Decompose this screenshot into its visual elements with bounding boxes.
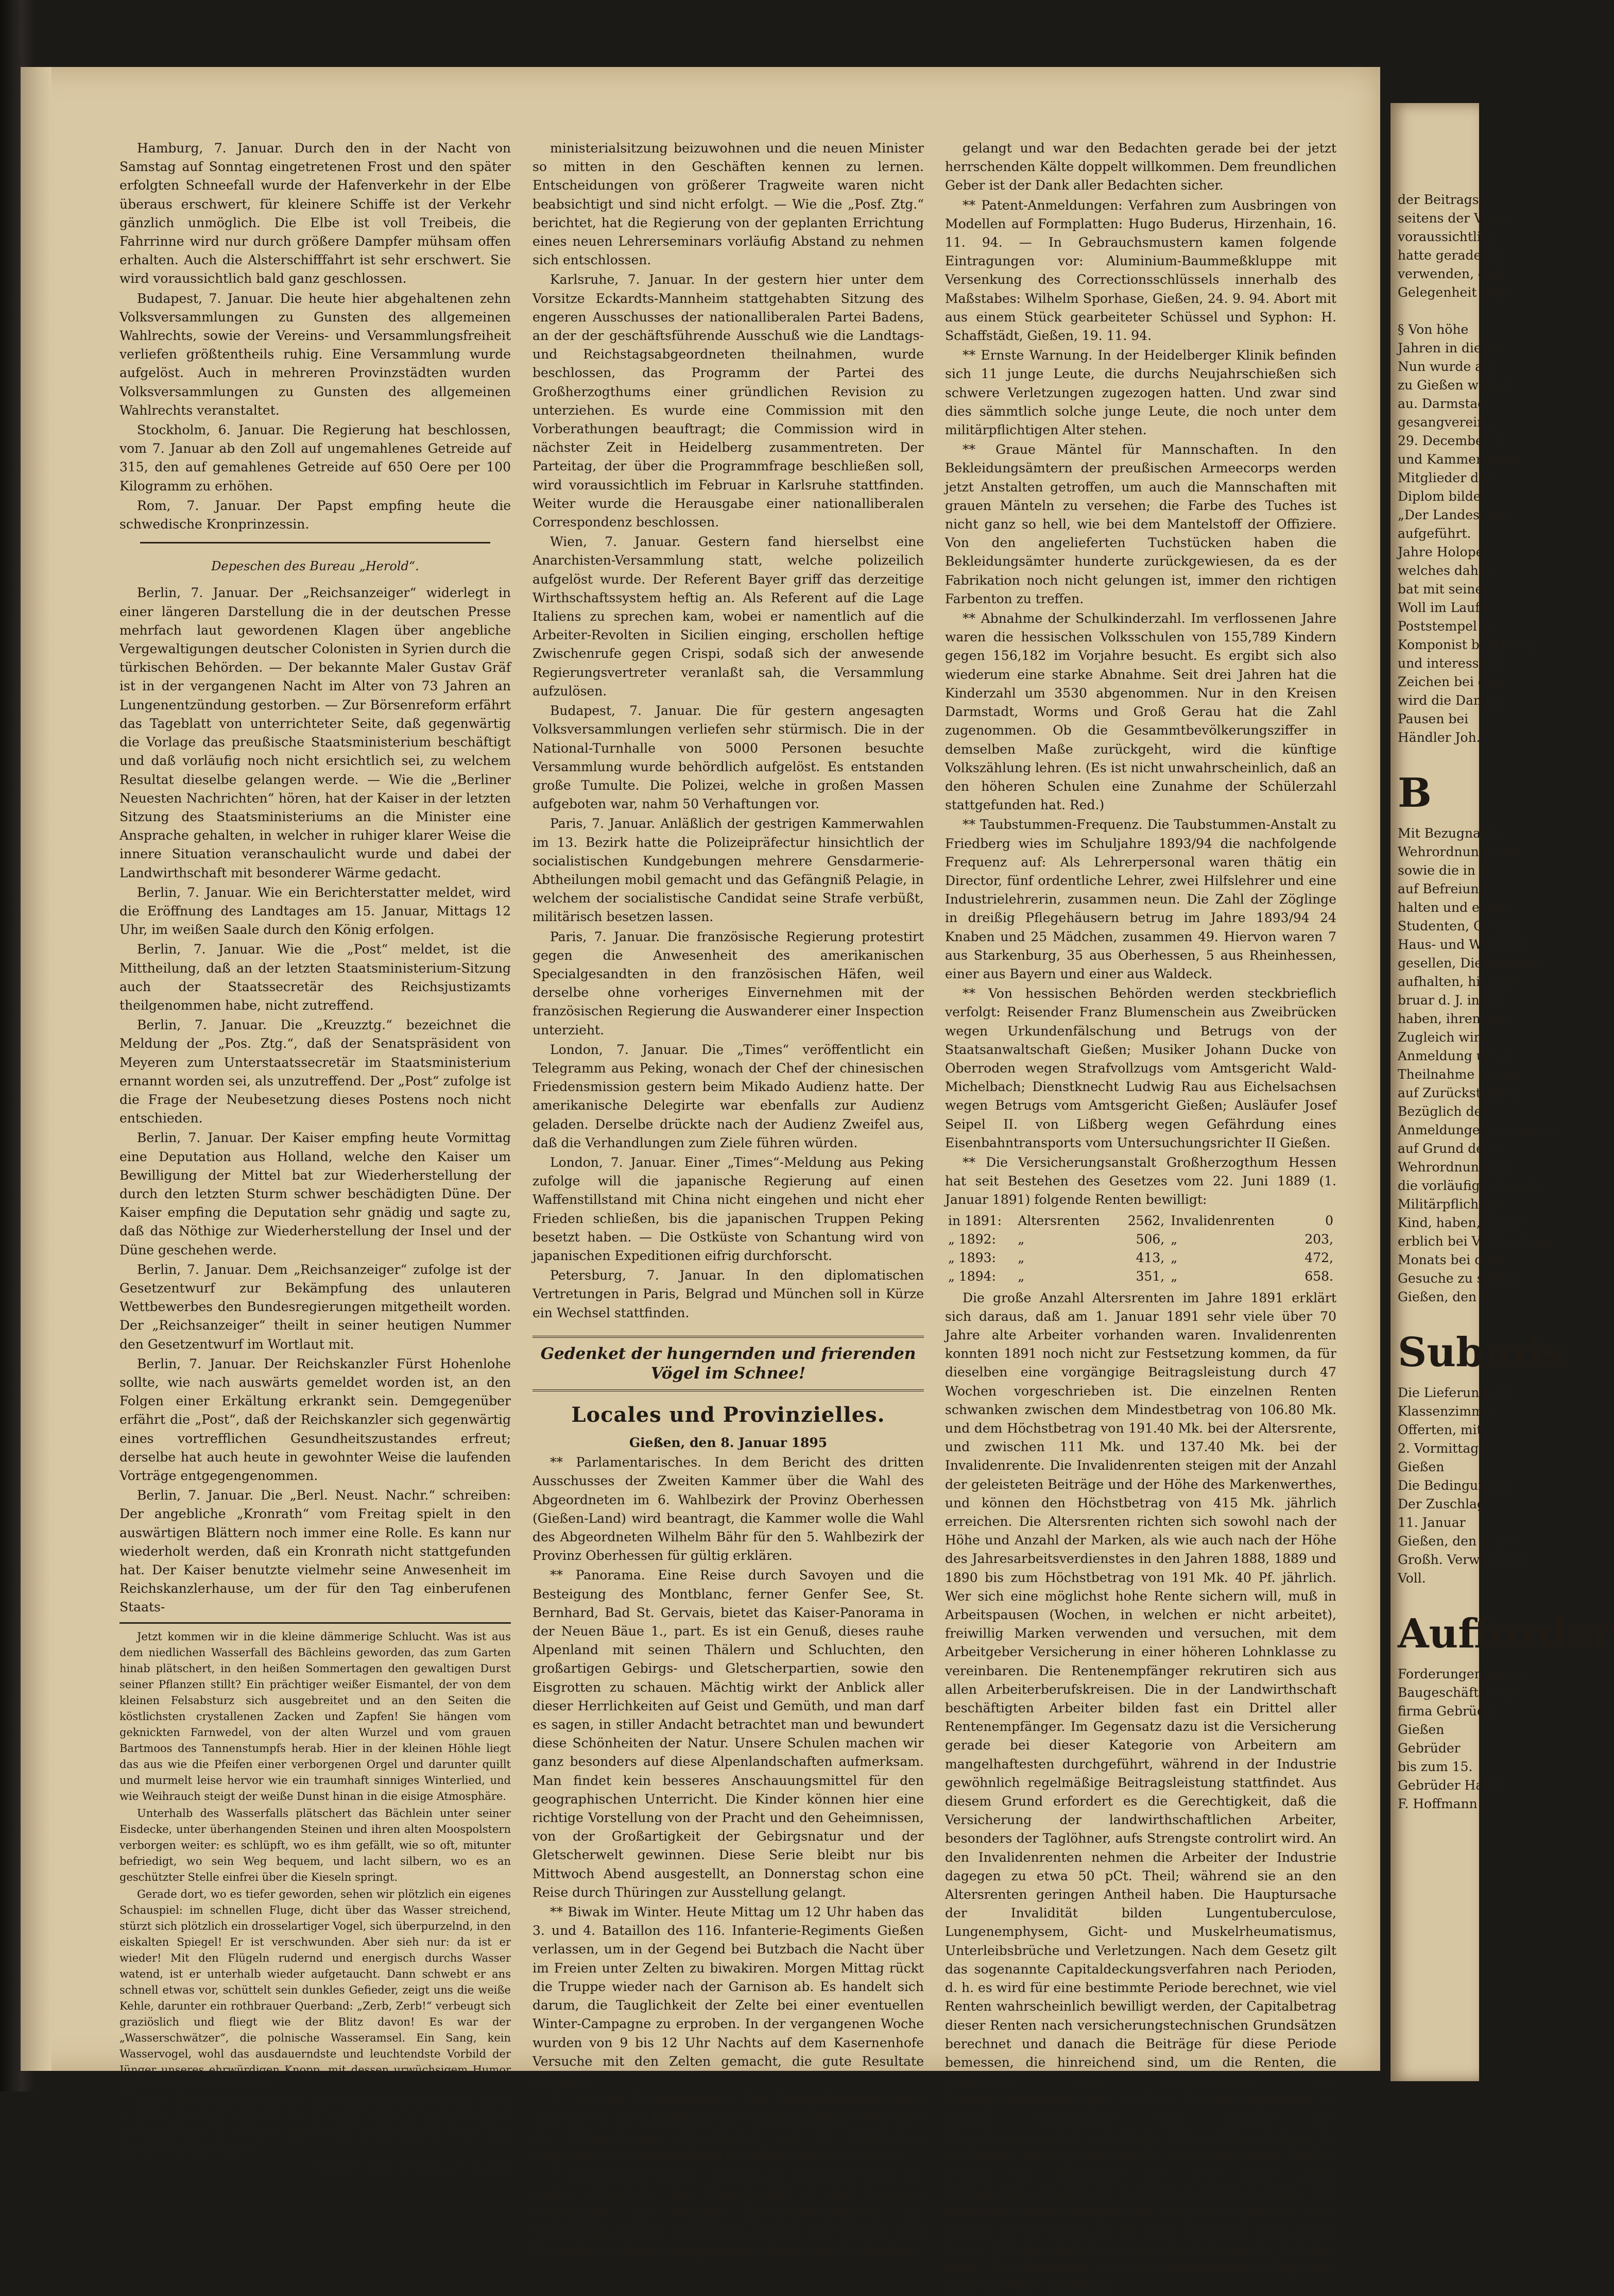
table-cell: „ (1018, 1250, 1025, 1265)
adjacent-page-line: gesangverein „ (1398, 415, 1497, 430)
adjacent-page-line: Haus- und Wirthsch (1398, 937, 1528, 952)
article-paragraph: ** Abnahme der Schulkinderzahl. Im verflossenen Jahre waren die hessischen Volksschulen von 155,789 Kindern gegen 156,182 im Vorjahre besucht. Es ergibt sich also wiederum eine starke Abnahme. Seit drei Jahren hat die Kinderzahl um 3530 abgenommen. Nur in den Kreisen Darmstadt, Worms und Groß Gerau hat die Zahl zugenommen. Ob die Gesammtbevölkerungsziffer in demselben Maße zurückgeht, wird die künftige Volkszählung lehren. (Es ist nicht unwahrscheinlich, daß an den höheren Schulen eine Zunahme der Schülerzahl stattgefunden hat. Red.) (945, 611, 1336, 813)
adjacent-page-line: wird die Damen (1398, 693, 1502, 708)
table-row (945, 1212, 1336, 1230)
adjacent-page-line: Poststempel zu (1398, 619, 1497, 634)
table-cell: „ 1894: (948, 1268, 996, 1284)
article-paragraph: ** Ernste Warnung. In der Heidelberger Klinik befinden sich 11 junge Leute, die durchs Neujahrschießen sich schwere Verletzungen zugezogen hatten. Und zwar sind dies sämmtlich solche junge Leute, die noch unter dem militärpflichtigen Alter stehen. (945, 348, 1336, 438)
adjacent-page-line: Gesuche zu stellen. (1398, 1271, 1525, 1286)
adjacent-page-line: Mit Bezugnahme (1398, 826, 1509, 841)
table-cell: in 1891: (948, 1213, 1002, 1228)
table-row (945, 1230, 1336, 1249)
adjacent-page-heading: B (1398, 770, 1432, 817)
article-paragraph: Budapest, 7. Januar. Die für gestern angesagten Volksversammlungen verliefen sehr stürmisch. Die in der National-Turnhalle von 5000 Personen besuchte Versammlung wurde behördlich aufgelöst. Es entstanden große Tumulte. Die Polizei, welche in großen Massen aufgeboten war, nahm 50 Verhaftungen vor. (533, 703, 924, 812)
dateline: Gießen, den 8. Januar 1895 (629, 1435, 828, 1450)
feuilleton-paragraph: Jetzt kommen wir in die kleine dämmerige Schlucht. Was ist aus dem niedlichen Wasserfall des Bächleins geworden, das zum Garten hinab plätschert, in den heißen Sommertagen den gewaltigen Durst seiner Pflanzen stillt? Ein prächtiger weißer Eismantel, der von dem kleinen Felsabsturz sich ausgebreitet und an den Seiten die köstlichsten crystallenen Zacken und Zapfen! Sie hängen vom geknickten Farnwedel, von der alten Wurzel und vom grauen Bartmoos des Tannenstumpfs herab. Hier in der kleinen Höhle liegt das aus wie die Pfeifen einer verborgenen Orgel und darunter quillt und murmelt leise hervor wie ein traumhaft sinniges Winterlied, und wie Weihrauch steigt der weiße Dunst hinan in die eisige Atmosphäre. (119, 1630, 511, 1802)
adjacent-page-line: auf Befreiung (1398, 881, 1487, 896)
adjacent-page-line: halten und entwe (1398, 900, 1512, 915)
article-paragraph: London, 7. Januar. Einer „Times“-Meldung aus Peking zufolge will die japanische Regierung auf einen Waffenstillstand mit China nicht eingehen und nicht eher Frieden schließen, bis die japanischen Truppen Peking besetzt haben. — Die Ostküste von Schantung wird von japanischen Expeditionen eifrig durchforscht. (533, 1154, 924, 1263)
adjacent-page-strip (1390, 103, 1614, 2081)
adjacent-page-line: Gelegenheit gebe (1398, 285, 1513, 300)
adjacent-page-line: und Kammermusik (1398, 452, 1521, 467)
article-paragraph: ** Panorama. Eine Reise durch Savoyen und die Besteigung des Montblanc, ferner Genfer See, St. Bernhard, Bad St. Gervais, bietet das Kaiser-Panorama in der Neuen Bäue 1., part. Es ist ein Genuß, dieses rauhe Alpenland mit seinen Thälern und Schluchten, den großartigen Gebirgs- und Gletscherpartien, sowie den Eisgrotten zu schauen. Mächtig wirkt der Anblick aller dieser Herrlichkeiten auf Geist und Gemüth, und man darf es sagen, in stiller Andacht betrachtet man und bewundert diese Schönheiten der Natur. Unsere Schulen machen wir ganz besonders auf diese Alpenlandschaften aufmerksam. Man findet kein besseres Anschauungsmittel für den geographischen Unterricht. Die Kinder können hier eine richtige Vorstellung von der Pracht und den Geheimnissen, von der Großartigkeit der Gebirgsnatur und der Gletscherwelt gewinnen. Diese Serie bleibt nur bis Mittwoch Abend ausgestellt, an Donnerstag schon eine Reise durch Thüringen zur Ausstellung gelangt. (533, 1568, 924, 1900)
adjacent-page-line: Klassenzimmer (1398, 1404, 1498, 1419)
article-paragraph: ** Parlamentarisches. In dem Bericht des dritten Ausschusses der Zweiten Kammer über die Wahl des Abgeordneten im 6. Wahlbezirk der Provinz Oberhessen (Gießen-Land) wird beantragt, die Kammer wolle die Wahl des Abgeordneten Wilhelm Bähr für den 5. Wahlbezirk der Provinz Oberhessen für gültig erklären. (533, 1455, 924, 1563)
article-paragraph: Berlin, 7. Januar. Der Reichskanzler Fürst Hohenlohe sollte, wie nach auswärts gemeldet worden ist, an den Folgen einer Erkältung erkrankt sein. Demgegenüber erfährt die „Post“, daß der Reichskanzler sich gegenwärtig eines vortrefflichen Gesundheitszustandes erfreut; derselbe hat auch heute in gewohnter Weise die laufenden Vorträge entgegengenommen. (119, 1356, 511, 1484)
table-row (945, 1249, 1336, 1267)
adjacent-page-line: die vorläufige Gesuch (1398, 1178, 1540, 1193)
article-paragraph: ** Zeitgemäße Spende. Seitens des Herrn Directors der Grube „Friedrich“ bei Trais-Horloff ist dem hiesigen Armenamte ein Waggon Braunkohlenbriketts zur Vertheilung an Arme überlassen worden. Die Gabe ist dem Wunsche des Gebers entsprechend bereits zur Vertheilung (533, 2167, 924, 2257)
adjacent-page-line: haben, ihren Loo (1398, 1011, 1509, 1026)
article-paragraph: ** Patent-Anmeldungen: Verfahren zum Ausbringen von Modellen auf Formplatten: Hugo Buderus, Hirzenhain, 16. 11. 94. — In Gebrauchsmustern kamen folgende Eintragungen vor: Aluminium-Baummeßkluppe mit Versenkung des Correctionsschlüssels innerhalb des Maßstabes: Wilhelm Sporhase, Gießen, 24. 9. 94. Abort mit aus einem Stück gearbeiteter Schüssel und Syphon: H. Schaffstädt, Gießen, 19. 11. 94. (945, 197, 1336, 344)
adjacent-page-line: Gießen, den 8. Jan (1398, 1534, 1518, 1549)
adjacent-page-line: Jahre Holoper, (1398, 545, 1492, 559)
adjacent-page-column (1390, 103, 1614, 1813)
article-paragraph: Stockholm, 6. Januar. Die Regierung hat beschlossen, vom 7. Januar ab den Zoll auf ungemahlenes Getreide auf 315, den auf gemahlenes Getreide auf 650 Oere per 100 Kilogramm zu erhöhen. (119, 422, 511, 494)
adjacent-page-line: Forderungen an die (1398, 1666, 1527, 1681)
adjacent-page-line: hatte gerade zu (1398, 248, 1501, 263)
adjacent-page-line: auf Grund des § (1398, 1141, 1501, 1156)
adjacent-page-line: Jahren in dieser (1398, 341, 1502, 355)
article-paragraph: ** Graue Mäntel für Mannschaften. In den Bekleidungsämtern der preußischen Armeecorps werden jetzt Anstalten getroffen, um auch die Mannschaften mit grauen Mänteln zu versehen; die Farbe des Tuches ist nicht ganz so hell, wie bei dem Mantelstoff der Offiziere. Von den angelieferten Tuchstücken haben die Bekleidungsämter hunderte zurückgewiesen, da es der Fabrikation noch nicht gelungen ist, immer den richtigen Farbenton zu treffen. (945, 442, 1336, 606)
adjacent-page-line: sowie die in fr (1398, 863, 1491, 878)
adjacent-page-line: „Der Landesrath (1398, 507, 1507, 522)
boxed-appeal: Gedenket der hungernden und frierenden Vögel im Schnee! (533, 1336, 924, 1391)
table-cell: „ 1892: (948, 1231, 996, 1247)
adjacent-page-line: der Beitrags- (1398, 192, 1484, 207)
adjacent-page-line: firma Gebrüder (1398, 1704, 1499, 1719)
adjacent-page-line: Offerten, mit (1398, 1422, 1482, 1437)
adjacent-page-line: bis zum 15. (1398, 1759, 1473, 1774)
adjacent-page-line: 2. Vormittags (1398, 1441, 1486, 1456)
column-3 (945, 139, 1336, 2294)
article-paragraph: Berlin, 7. Januar. Die „Berl. Neust. Nachr.“ schreiben: Der angebliche „Kronrath“ vom Freitag spielt in den auswärtigen Blättern noch immer eine Rolle. Es kann nur wiederholt werden, daß ein Kronrath nicht stattgefunden hat. Der Kaiser benutzte vielmehr seine Anwesenheit im Reichskanzlerhause, um der für den Tag einberufenen Staats- (119, 1488, 511, 1615)
adjacent-page-line: Gebrüder (1398, 1741, 1461, 1756)
adjacent-page-line: welches daher (1398, 563, 1492, 578)
adjacent-page-line: Gebrüder Haupt (1398, 1778, 1505, 1793)
article-paragraph: Berlin, 7. Januar. Dem „Reichsanzeiger“ zufolge ist der Gesetzentwurf zur Bekämpfung des unlauteren Wettbewerbes den Bundesregierungen mitgetheilt worden. Der „Reichsanzeiger“ theilt in seiner heutigen Nummer den Gesetzentwurf im Wortlaut mit. (119, 1262, 511, 1352)
adjacent-page-line: erblich bei Vermeidung (1398, 1234, 1551, 1249)
adjacent-page-line: Gießen (1398, 1722, 1445, 1737)
adjacent-page-line: aufhalten, hiermit (1398, 974, 1516, 989)
adjacent-page-line: zu Gießen wohnh. (1398, 378, 1516, 393)
adjacent-page-line: au. Darmstadt (1398, 396, 1491, 411)
article-paragraph: ministerialsitzung beizuwohnen und die neuen Minister so mitten in den Geschäften kennen zu lernen. Entscheidungen von größerer Tragweite waren nicht beabsichtigt und sind nicht erfolgt. — Wie die „Posf. Ztg.“ berichtet, hat die Regierung von der geplanten Errichtung eines neuen Lehrerseminars vorläufig Abstand zu nehmen sich entschlossen. (533, 141, 924, 268)
article-paragraph: Berlin, 7. Januar. Der Kaiser empfing heute Vormittag eine Deputation aus Holland, welche den Kaiser um Bewilligung der Mittel bat zur Wiederherstellung der durch den letzten Sturm schwer beschädigten Düne. Der Kaiser empfing die Deputation sehr gnädig und sagte zu, daß das Nöthige zur Wiederherstellung der Insel und der Düne geschehen werde. (119, 1130, 511, 1257)
article-paragraph: Rom, 7. Januar. Der Papst empfing heute die schwedische Kronprinzessin. (119, 498, 511, 532)
adjacent-page-line: Wehrordnung wird (1398, 844, 1521, 859)
table-cell: Altersrenten (1018, 1213, 1100, 1228)
table-cell: 506, (1136, 1231, 1165, 1247)
adjacent-page-line: Zeichen bei den (1398, 674, 1502, 689)
table-cell: „ (1171, 1231, 1178, 1247)
adjacent-page-line: Theilnahme an der (1398, 1067, 1521, 1082)
adjacent-page-line: Gießen, den 6. (1398, 1289, 1493, 1304)
table-cell: „ (1171, 1268, 1178, 1284)
adjacent-page-line: bruar d. J. in der (1398, 993, 1506, 1008)
article-paragraph: Paris, 7. Januar. Die französische Regierung protestirt gegen die Anwesenheit des amerikanischen Specialgesandten in den französischen Häfen, weil derselbe ohne vorheriges Einvernehmen mit der französischen Regierung die Auswanderer einer Inspection unterzieht. (533, 929, 924, 1038)
feuilleton-paragraph: Bald wird die Wasseramsel uns ihr Liedchen den Bach herab in den Garten schmettern: rüstet Euch zu neuem Thun, ja neuen Freuden! Der Hartmond hat vollendet, die Herolde neuen Werdens reiten bald durch Hecke und Busch! (119, 2096, 511, 2157)
table-cell: 472, (1304, 1250, 1333, 1265)
adjacent-page-line: Händler Joh. (1398, 730, 1481, 745)
adjacent-page-line: Monats bei dem (1398, 1252, 1503, 1267)
table-cell: 203, (1304, 1231, 1333, 1247)
adjacent-page-line: Die Lieferung des (1398, 1385, 1514, 1400)
article-paragraph: Budapest, 7. Januar. Die heute hier abgehaltenen zehn Volksversammlungen zu Gunsten des allgemeinen Wahlrechts, sowie der Vereins- und Versammlungsfreiheit verliefen größtentheils ruhig. Eine Versammlung wurde aufgelöst. Auch in mehreren Provinzstädten wurden Volksversammlungen zu Gunsten des allgemeinen Wahlrechts veranstaltet. (119, 291, 511, 418)
table-cell: 658. (1304, 1268, 1333, 1284)
adjacent-page-line: 11. Januar (1398, 1515, 1466, 1530)
table-cell: „ (1018, 1231, 1025, 1247)
table-cell: 0 (1325, 1213, 1333, 1228)
adjacent-page-line: Pausen bei (1398, 711, 1469, 726)
adjacent-page-line: Baugeschäftsfirma (1398, 1685, 1520, 1700)
article-paragraph: gelangt und war den Bedachten gerade bei der jetzt herrschenden Kälte doppelt willkommen. Dem freundlichen Geber ist der Dank aller Bedachten sicher. (945, 141, 1336, 193)
article-paragraph: Karlsruhe, 7. Januar. In der gestern hier unter dem Vorsitze Eckardts-Mannheim stattgehabten Sitzung des engeren Ausschusses der nationalliberalen Partei Badens, an der der geschäftsführende Ausschuß wie die Landtags- und Reichstagsabgeordneten theilnahmen, wurde beschlossen, das Programm der Partei des Großherzogthums einer gründlichen Revision zu unterziehen. Es wurde eine Commission mit den Vorberathungen beauftragt; die Commission wird in nächster Zeit in Heidelberg zusammentreten. Der Parteitag, der über die Programmfrage beschließen soll, wird voraussichtlich im Februar in Karlsruhe stattfinden. Weiter wurde die Herausgabe einer nationalliberalen Correspondenz beschlossen. (533, 272, 924, 530)
article-paragraph: London, 7. Januar. Die „Times“ veröffentlicht ein Telegramm aus Peking, wonach der Chef der chinesischen Friedensmission gestern beim Mikado Audienz hatte. Der amerikanische Delegirte war ebenfalls zur Audienz geladen. Derselbe drückte nach der Audienz Zweifel aus, daß die Verhandlungen zum Ziele führen würden. (533, 1042, 924, 1150)
adjacent-page-line: Zugleich wird (1398, 1030, 1488, 1045)
adjacent-page-line: § Von höhe (1398, 322, 1469, 337)
adjacent-page-line: Diplom bildet (1398, 489, 1486, 504)
article-paragraph: Die große Anzahl Altersrenten im Jahre 1891 erklärt sich daraus, daß am 1. Januar 1891 sehr viele über 70 Jahre alte Arbeiter vorhanden waren. Invalidenrenten konnten 1891 noch nicht zur Festsetzung kommen, da für dieselben eine vorgängige Beitragsleistung durch 47 Wochen vorgeschrieben ist. Die einzelnen Renten schwanken zwischen dem Mindestbetrag von 106.80 Mk. und dem Höchstbetrag von 191.40 Mk. bei der Altersrente, und zwischen 111 Mk. und 137.40 Mk. bei der Invalidenrente. Die Invalidenrenten steigen mit der Anzahl der geleisteten Beiträge und der Höhe des Markenwerthes, und können den Höchstbetrag von 415 Mk. jährlich erreichen. Die Altersrenten richten sich sowohl nach der Höhe und Anzahl der Marken, als wie auch nach der Höhe des Jahresarbeitsverdienstes in den Jahren 1888, 1889 und 1890 bis zum Höchstbetrag von 191 Mk. 40 Pf. jährlich. Wer sich eine möglichst hohe Rente sichern will, muß in Arbeitspausen (Wochen, in welchen er nicht arbeitet), freiwillig Marken verwenden und versuchen, mit dem Arbeitgeber Versicherung in einer höheren Lohnklasse zu vereinbaren. Die Rentenempfänger rekrutiren sich aus allen Arbeiterberufskreisen. Die in der Landwirthschaft beschäftigten Arbeiter bilden fast ein Drittel aller Rentenempfänger. Im Gegensatz dazu ist die Versicherung gerade bei dieser Kategorie von Arbeitern am mangelhaftesten durchgeführt, während in der Industrie gewöhnlich regelmäßige Beitragsleistung stattfindet. Aus diesem Grund erfordert es die Gerechtigkeit, daß die Versicherung der landwirthschaftlichen Arbeiter, besonders der Taglöhner, aufs Strengste controlirt wird. An den Invalidenrenten nehmen die Arbeiter der Industrie dagegen zu etwa 50 pCt. Theil; während sie an den Altersrenten geringen Antheil haben. Die Hauptursache der Invalidität bilden Lungentuberculose, Lungenemphysem, Gicht- und Muskelrheumatismus, Unterleibsbrüche und Verletzungen. Nach dem Gesetz gilt das sogenannte Capitaldeckungsverfahren nach Perioden, d. h. es wird für eine bestimmte Periode berechnet, wie viel Renten wahrscheinlich bewilligt werden, der Capitalbetrag dieser Renten nach versicherungstechnischen Grundsätzen berechnet und danach die Beiträge für diese Periode bemessen, die hinreichend sind, um die Renten, die Rücklagen zum Reservefonds, die Beitragsrückerstattungen und die Verwaltungskosten zu decken. Naturgemäß muß Anfangs die Versicherungsanstalt erhebliche Ueberschüsse haben, da die Renten niedrig sind und die Anzahl derselben jährlich gering ist, außerdem bis jetzt noch keine Beitragsrückerstattungen vorkommen konnten. Höhe und Anzahl der Renten steigen aber von Jahr zu Jahr. Die erste Periode ist im Gesetz auf 10 Jahre bestimmt. Nach Ablauf dieser 10 Jahre findet eine neue Festsetzung der Beiträge statt. Mit Rücksicht auf die angesammelten Capitalien kann von einer Erhöhung (945, 1290, 1336, 2294)
adjacent-page-line: Bezüglich der (1398, 1104, 1488, 1119)
page-gutter-shadow (21, 67, 51, 2071)
adjacent-page-heading: Aufforder (1398, 1610, 1614, 1657)
adjacent-page-line: F. Hoffmann (1398, 1796, 1478, 1811)
adjacent-page-line: Militärpflichtige (1398, 1197, 1504, 1212)
article-paragraph: Wien, 7. Januar. Gestern fand hierselbst eine Anarchisten-Versammlung statt, welche polizeilich aufgelöst wurde. Der Referent Bayer griff das derzeitige Wirthschaftssystem heftig an. Als Referent auf die Lage Italiens zu sprechen kam, wobei er namentlich auf die Arbeiter-Revolten in Sicilien einging, erschollen heftige Zwischenrufe gegen Crispi, sodaß sich der anwesende Regierungsvertreter veranlaßt sah, die Versammlung aufzulösen. (533, 534, 924, 699)
table-row (945, 1267, 1336, 1286)
column-divider-rule (140, 542, 490, 543)
article-paragraph: Hamburg, 7. Januar. Durch den in der Nacht von Samstag auf Sonntag eingetretenen Frost und den später erfolgten Schneefall wurde der Hafenverkehr in der Elbe überaus erschwert, für kleinere Schiffe ist der Verkehr gänzlich unmöglich. Die Elbe ist voll Treibeis, die Fahrrinne wird nur durch größere Dampfer mühsam offen erhalten. Auch die Alsterschifffahrt ist sehr erschwert. Sie wird voraussichtlich bald ganz geschlossen. (119, 141, 511, 286)
adjacent-page-line: Voll. (1398, 1571, 1426, 1586)
adjacent-page-line: verwenden, daß (1398, 266, 1503, 281)
adjacent-page-line: Anmeldung unterl (1398, 1048, 1516, 1063)
article-paragraph: Petersburg, 7. Januar. In den diplomatischen Vertretungen in Paris, Belgrad und München soll in Kürze ein Wechsel stattfinden. (533, 1268, 924, 1320)
feuilleton-paragraph: Gerade dort, wo es tiefer geworden, sehen wir plötzlich ein eigenes Schauspiel: im schnellen Fluge, dicht über das Wasser streichend, stürzt sich plötzlich ein drosselartiger Vogel, sich überpurzelnd, in den eiskalten Spiegel! Er ist verschwunden. Aber sieh nur: da ist er wieder! Mit den Flügeln rudernd und energisch durchs Wasser watend, ist er unterhalb wieder aufgetaucht. Dann schwebt er ans schnell etwas vor, schüttelt sein dunkles Gefieder, zeigt uns die weiße Kehle, darunter ein rothbrauer Querband: „Zerb, Zerb!“ verbeugt sich graziöslich und fliegt wie der Blitz davon! Es war der „Wasserschwätzer“, die polnische Wasseramsel. Ein Sang, kein Wasservogel, wohl das ausdauerndste und leuchtendste Vorbild der Jünger unseres ehrwürdigen Knopp, mit dessen urwüchsigem Humor auch er begnadet erscheint. (119, 1887, 511, 2092)
adjacent-page-line: auf Zurückstellung (1398, 1085, 1522, 1100)
article-paragraph: ** In den Landesverband der Kriegerkameradschaft „Hassia“ ist nach Erfüllung der satzungsmäßigen Pflichten der Kriegerverein Alten-Buseck mit 55 Mitgliedern aufgenommen und dem Bezirk Gießen zugetheilt worden. (533, 2092, 924, 2163)
adjacent-page-line: Großh. Verwaltungs (1398, 1552, 1529, 1567)
article-paragraph: Berlin, 7. Januar. Wie ein Berichterstatter meldet, wird die Eröffnung des Landtages am 15. Januar, Mittags 12 Uhr, im weißen Saale durch den König erfolgen. (119, 885, 511, 938)
adjacent-page-line: voraussichtlich (1398, 229, 1497, 244)
section-heading: Locales und Provinzielles. (571, 1402, 885, 1427)
adjacent-page-line: Komponist bearbeitet (1398, 637, 1539, 652)
adjacent-page-line: Wehrordnung bei (1398, 1160, 1512, 1175)
table-cell: „ 1893: (948, 1250, 996, 1265)
adjacent-page-line: Die Bedingungen (1398, 1478, 1511, 1493)
adjacent-page-line: aufgeführt. (1398, 526, 1471, 541)
adjacent-page-line: und interessant. (1398, 656, 1504, 671)
article-paragraph: Berlin, 7. Januar. Die „Kreuzztg.“ bezeichnet die Meldung der „Pos. Ztg.“, daß der Senatspräsident von Meyeren zum Unterstaatssecretär im Staatsministerium ernannt worden sei, als unzutreffend. Der „Post“ zufolge ist die Frage der Neubesetzung dieses Postens noch nicht entschieden. (119, 1017, 511, 1126)
adjacent-page-line: seitens der Versi- (1398, 211, 1511, 226)
column-divider-rule (119, 1622, 511, 1624)
table-cell: 413, (1136, 1250, 1165, 1265)
adjacent-page-line: Anmeldungen vorgeschr (1398, 1123, 1558, 1137)
article-paragraph: ** Von hessischen Behörden werden steckbrieflich verfolgt: Reisender Franz Blumenschein aus Zweibrücken wegen Urkundenfälschung und Betrugs von der Staatsanwaltschaft Gießen; Musiker Johann Ducke von Oberroden wegen Strafvollzugs vom Amtsgericht Wald-Michelbach; Dienstknecht Ludwig Rau aus Eichelsachsen wegen Betrugs vom Amtsgericht Gießen; Ausläufer Josef Seipel II. von Lißberg wegen Gefährdung eines Eisenbahntransports vom Untersuchungsrichter II Gießen. (945, 986, 1336, 1150)
adjacent-page-line: Nun wurde auf (1398, 359, 1496, 374)
adjacent-page-line: bat mit seiner (1398, 582, 1489, 597)
adjacent-page-line: Studenten, Gymna (1398, 919, 1519, 933)
table-cell: 2562, (1127, 1213, 1165, 1228)
adjacent-page-line: Kind, haben, sofern (1398, 1215, 1526, 1230)
author-signature: Heinrich Frhr. Schilling v. Canstatt. (315, 2161, 511, 2174)
article-paragraph: ** Taubstummen-Frequenz. Die Taubstummen-Anstalt zu Friedberg wies im Schuljahre 1893/94 die nachfolgende Frequenz auf: Als Lehrerpersonal waren thätig ein Director, fünf ordentliche Lehrer, zwei Hilfslehrer und eine Industrielehrerin, zusammen neun. Die Zahl der Zöglinge in dreißig Pflegehäusern betrug im Jahre 1893/94 24 Knaben und 25 Mädchen, zusammen 49. Hiervon waren 7 aus Starkenburg, 35 aus Oberhessen, 5 aus Rheinhessen, einer aus Bayern und einer aus Waldeck. (945, 817, 1336, 981)
article-paragraph: ** Biwak im Winter. Heute Mittag um 12 Uhr haben das 3. und 4. Bataillon des 116. Infanterie-Regiments Gießen verlassen, um in der Gegend bei Butzbach die Nacht über im Freien unter Zelten zu biwakiren. Morgen Mittag rückt die Truppe wieder nach der Garnison ab. Es handelt sich darum, die Tauglichkeit der Zelte bei einer eventuellen Winter-Campagne zu erproben. In der vergangenen Woche wurden von 9 bis 12 Uhr Nachts auf dem Kasernenhofe Versuche mit den Zelten gemacht, die gute Resultate zeitigten. (533, 1904, 924, 2087)
table-cell: „ (1171, 1250, 1178, 1265)
article-paragraph: Paris, 7. Januar. Anläßlich der gestrigen Kammerwahlen im 13. Bezirk hatte die Polizeipräfectur hinsichtlich der socialistischen Kundgebungen mehrere Gensdarmerie-Abtheilungen mobil gemacht und das Gefängniß Pelagie, in welchem der socialistische Candidat seine Strafe verbüßt, militärisch besetzen lassen. (533, 816, 924, 925)
adjacent-page-line: Der Zuschlag (1398, 1496, 1486, 1511)
subheading: Depeschen des Bureau „Herold“. (211, 559, 419, 574)
adjacent-page-line: gesellen, Dienstboten (1398, 956, 1540, 971)
adjacent-page-line: 29. December 1 (1398, 433, 1502, 448)
article-paragraph: ** Die Versicherungsanstalt Großherzogthum Hessen hat seit Bestehen des Gesetzes vom 22. Juni 1889 (1. Januar 1891) folgende Renten bewilligt: (945, 1154, 1336, 1207)
article-paragraph: Berlin, 7. Januar. Der „Reichsanzeiger“ widerlegt in einer längeren Darstellung die in der deutschen Presse mehrfach laut gewordenen Klagen über angebliche Vergewaltigungen deutscher Colonisten in Syrien durch die türkischen Behörden. — Der bekannte Maler Gustav Gräf ist in der vergangenen Nacht im Alter von 73 Jahren an Lungenentzündung gestorben. — Zur Börsenreform erfährt das Tageblatt von unterrichteter Seite, daß gegenwärtig die Vorlage das preußische Staatsministerium beschäftigt und daß vorläufig noch nicht ersichtlich sei, zu welchem Resultat dieselbe gelangen werde. — Wie die „Berliner Neuesten Nachrichten“ hören, hat der Kaiser in der letzten Sitzung des Staatsministeriums an die Minister eine Ansprache gehalten, in welcher in ruhiger klarer Weise die innere Situation veranschaulicht wurde und dabei der Landwirthschaft mit besonderer Wärme gedacht. (119, 585, 511, 880)
table-cell: Invalidenrenten (1171, 1213, 1275, 1228)
adjacent-page-line: Mitglieder des (1398, 470, 1493, 485)
column-2 (533, 139, 924, 2257)
table-cell: 351, (1136, 1268, 1165, 1284)
feuilleton-paragraph: Unterhalb des Wasserfalls plätschert das Bächlein unter seiner Eisdecke, unter überhangenden Steinen und ihren alten Moospolstern verborgen weiter: es schlüpft, wo es ihm gefällt, wie so oft, mitunter befriedigt, wo sein Weg bequem, und lacht silbern, wo es an geschützter Stelle einfrei über die Kieseln springt. (119, 1807, 511, 1883)
table-cell: „ (1018, 1268, 1025, 1284)
adjacent-page-line: Gießen (1398, 1459, 1445, 1474)
adjacent-page-line (1398, 302, 1479, 320)
article-paragraph: Berlin, 7. Januar. Wie die „Post“ meldet, ist die Mittheilung, daß an der letzten Staatsministerium-Sitzung auch der Staatssecretär des Reichsjustizamts theilgenommen habe, nicht zutreffend. (119, 942, 511, 1013)
pension-table (945, 1212, 1336, 1286)
adjacent-page-line: Woll im Laufe (1398, 600, 1488, 615)
column-1 (119, 139, 511, 2174)
adjacent-page-heading: Submis (1398, 1329, 1565, 1376)
